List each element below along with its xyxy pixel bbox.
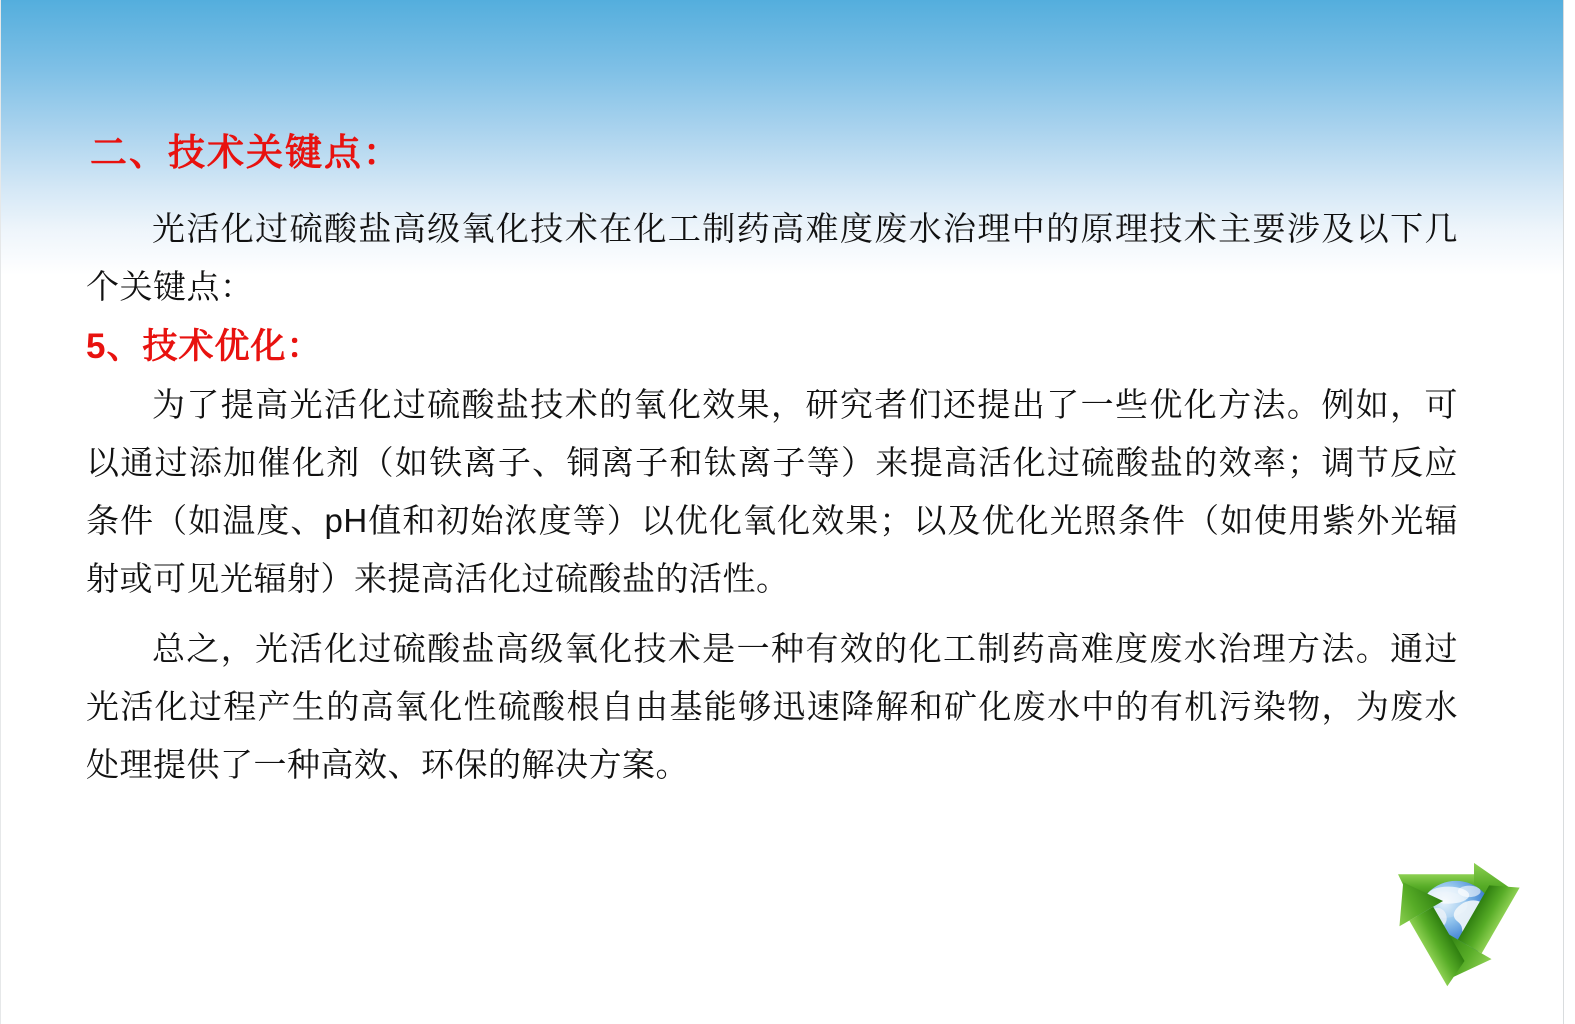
summary-paragraph: 总之，光活化过硫酸盐高级氧化技术是一种有效的化工制药高难度废水治理方法。通过光活化过程产生的高氧化性硫酸根自由基能够迅速降解和矿化废水中的有机污染物，为废水处理提供了一种高效、环保的解决方案。 [86,630,1458,783]
slide-title: 二、技术关键点： [90,132,402,173]
optimization-paragraph: 为了提高光活化过硫酸盐技术的氧化效果，研究者们还提出了一些优化方法。例如，可以通过添加催化剂（如铁离子、铜离子和钛离子等）来提高活化过硫酸盐的效率；调节反应条件（如温度、pH值和初始浓度等）以优化氧化效果；以及优化光照条件（如使用紫外光辐射或可见光辐射）来提高活化过硫酸盐的活性。 [86,386,1458,597]
slide-right-edge [1563,0,1575,1024]
section-label: 5、技术优化： [86,327,323,366]
slide-text-block [86,126,1458,794]
recycle-earth-logo [1379,842,1531,992]
intro-paragraph: 光活化过硫酸盐高级氧化技术在化工制药高难度废水治理中的原理技术主要涉及以下几个关键点： [86,210,1458,305]
